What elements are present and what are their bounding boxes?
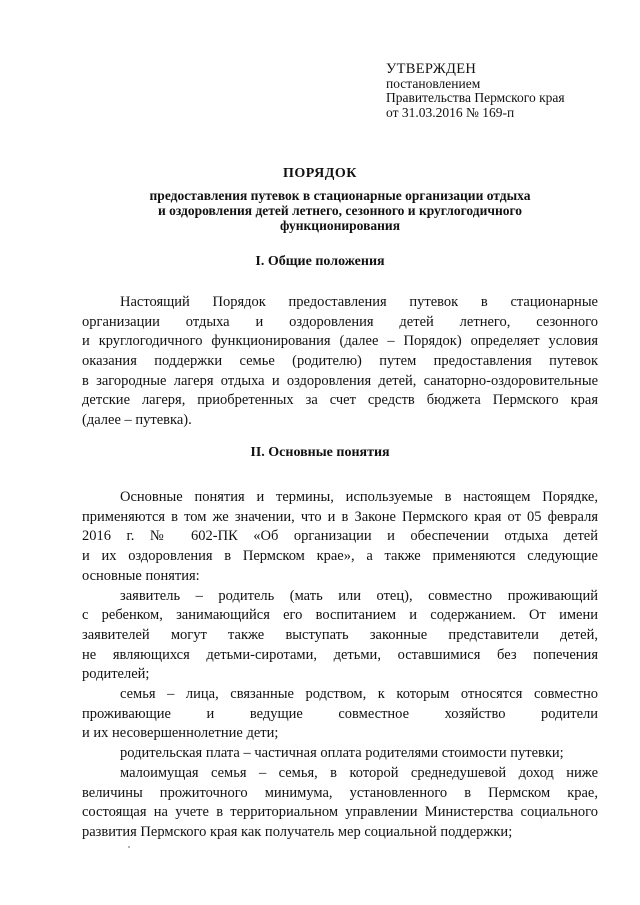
- text-line: родителей;: [82, 666, 150, 683]
- text-line: в загородные лагеря отдыха и оздоровления детей, санаторно-оздоровительные: [82, 372, 598, 389]
- text-line: Основные понятия и термины, используемые в настоящем Порядке,: [120, 489, 598, 505]
- text-line: Настоящий Порядок предоставления путевок в стационарные: [120, 294, 598, 310]
- approval-stamp: [386, 62, 616, 120]
- text-line: величины прожиточного минимума, установленного в Пермском крае,: [82, 784, 598, 801]
- text-line: и их несовершеннолетние дети;: [82, 725, 279, 742]
- document-title: ПОРЯДОК: [283, 166, 357, 181]
- text-line: заявитель – родитель (мать или отец), совместно проживающий: [120, 587, 598, 604]
- text-line: организации отдыха и оздоровления детей летнего, сезонного: [82, 313, 598, 330]
- text-line: развития Пермского края как получатель мер социальной поддержки;: [82, 824, 513, 841]
- approval-line: Правительства Пермского края: [386, 90, 565, 105]
- paragraph-parental-fee-definition: [82, 744, 598, 764]
- text-line: оказания поддержки семье (родителю) путем предоставления путевок: [82, 353, 598, 370]
- text-line: семья – лица, связанные родством, к которым относятся совместно: [120, 686, 598, 702]
- subtitle-line: предоставления путевок в стационарные организации отдыха: [149, 188, 531, 203]
- approval-heading: УТВЕРЖДЕН: [386, 61, 477, 77]
- scan-speck: [128, 846, 130, 848]
- text-line: 2016 г. № 602-ПК «Об организации и обеспечении отдыха детей: [82, 528, 598, 545]
- approval-line: от 31.03.2016 № 169-п: [386, 104, 515, 120]
- text-line: состоящая на учете в территориальном управлении Министерства социального: [82, 804, 598, 821]
- approval-line: постановлением: [386, 75, 481, 91]
- text-line: с ребенком, занимающийся его воспитанием и содержанием. От имени: [82, 607, 598, 624]
- paragraph-concepts-intro: [82, 488, 598, 586]
- text-line: и их оздоровления в Пермском крае», а также применяются следующие: [82, 548, 598, 565]
- text-line: малоимущая семья – семья, в которой среднедушевой доход ниже: [120, 765, 598, 781]
- section-heading-general: I. Общие положения: [255, 254, 385, 269]
- paragraph-low-income-definition: [82, 764, 598, 843]
- text-line: детские лагеря, приобретенных за счет средств бюджета Пермского края: [82, 392, 598, 409]
- document-subtitle: [110, 188, 570, 233]
- text-line: заявителей могут также выступать законные представители детей,: [82, 626, 598, 643]
- text-line: родительская плата – частичная оплата родителями стоимости путевки;: [120, 745, 564, 761]
- subtitle-line: функционирования: [280, 218, 400, 233]
- text-line: основные понятия:: [82, 567, 200, 584]
- paragraph-applicant-definition: [82, 587, 598, 685]
- section-heading-concepts: II. Основные понятия: [250, 445, 390, 460]
- paragraph-general-provisions: [82, 293, 598, 431]
- text-line: и круглогодичного функционирования (далее – Порядок) определяет условия: [82, 333, 598, 350]
- paragraph-family-definition: [82, 685, 598, 744]
- text-line: проживающие и ведущие совместное хозяйство родители: [82, 705, 598, 722]
- text-line: применяются в том же значении, что и в Законе Пермского края от 05 февраля: [82, 508, 598, 525]
- subtitle-line: и оздоровления детей летнего, сезонного и круглогодичного: [157, 203, 523, 218]
- text-line: не являющихся детьми-сиротами, детьми, оставшимися без попечения: [82, 646, 598, 663]
- text-line: (далее – путевка).: [82, 412, 192, 429]
